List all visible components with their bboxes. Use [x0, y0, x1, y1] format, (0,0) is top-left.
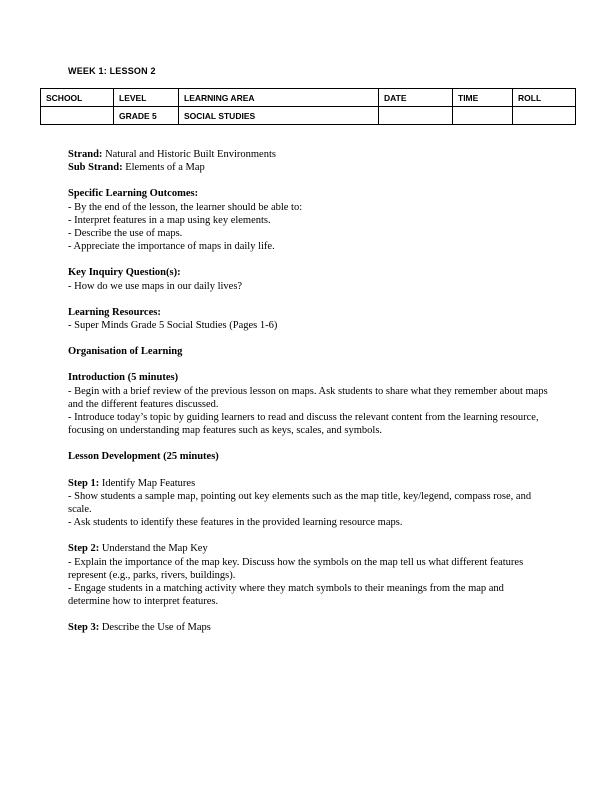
resources-item: - Super Minds Grade 5 Social Studies (Pages 1-6)	[68, 320, 278, 332]
step1-item: - Ask students to identify these features in the provided learning resource maps.	[68, 517, 403, 529]
outcomes-item: - Interpret features in a map using key elements.	[68, 214, 271, 226]
step3-title: Describe the Use of Maps	[101, 622, 211, 634]
organisation-heading: Organisation of Learning	[68, 346, 183, 358]
introduction-item: - Introduce today’s topic by guiding learners to read and discuss the relevant content from the learning resource, focusing on understanding map features such as keys, scales, and symbols.	[68, 412, 539, 437]
step2-item: - Explain the importance of the map key. Discuss how the symbols on the map tell us what different features represent (e.g., parks, rivers, buildings).	[68, 556, 524, 581]
cell-learning-area-value: SOCIAL STUDIES	[179, 107, 379, 125]
step2-label: Step 2:	[68, 543, 100, 555]
strand-line	[68, 148, 548, 161]
table-header-row	[41, 89, 576, 107]
sub-strand-label: Sub Strand:	[68, 162, 123, 174]
step1-line	[68, 477, 548, 490]
strand-text: Natural and Historic Built Environments	[105, 149, 276, 160]
strand-label: Strand:	[68, 149, 103, 160]
step3-label: Step 3:	[68, 622, 100, 634]
step2-title: Understand the Map Key	[101, 543, 208, 555]
cell-roll-value	[513, 107, 576, 125]
table-value-row	[41, 107, 576, 125]
step2-item: - Engage students in a matching activity where they match symbols to their meanings from the map and determine how to interpret features.	[68, 583, 504, 608]
inquiry-heading: Key Inquiry Question(s):	[68, 267, 181, 279]
step1-item: - Show students a sample map, pointing out key elements such as the map title, key/legend, compass rose, and scale.	[68, 490, 532, 516]
lesson-development-heading: Lesson Development (25 minutes)	[68, 451, 219, 463]
inquiry-item: - How do we use maps in our daily lives?	[68, 280, 243, 292]
step3-line	[68, 621, 548, 634]
cell-time-value	[453, 107, 513, 125]
doc-title: WEEK 1: LESSON 2	[68, 66, 156, 76]
outcomes-item: - Appreciate the importance of maps in daily life.	[68, 241, 275, 253]
col-header-date: DATE	[379, 89, 453, 107]
outcomes-item: - By the end of the lesson, the learner should be able to:	[68, 201, 303, 213]
sub-strand-line	[68, 161, 548, 174]
col-header-school: SCHOOL	[41, 89, 114, 107]
introduction-heading: Introduction (5 minutes)	[68, 372, 179, 384]
lesson-info-table	[40, 88, 576, 125]
outcomes-heading: Specific Learning Outcomes:	[68, 188, 199, 200]
step2-line	[68, 542, 548, 555]
outcomes-item: - Describe the use of maps.	[68, 228, 183, 240]
col-header-level: LEVEL	[114, 89, 179, 107]
step1-label: Step 1:	[68, 477, 100, 489]
col-header-time: TIME	[453, 89, 513, 107]
step1-title: Identify Map Features	[101, 477, 196, 489]
resources-heading: Learning Resources:	[68, 306, 161, 318]
cell-level-value: GRADE 5	[114, 107, 179, 125]
lesson-body	[68, 148, 548, 635]
col-header-learning-area: LEARNING AREA	[179, 89, 379, 107]
cell-school-value	[41, 107, 114, 125]
col-header-roll: ROLL	[513, 89, 576, 107]
sub-strand-text: Elements of a Map	[125, 162, 205, 174]
introduction-item: - Begin with a brief review of the previous lesson on maps. Ask students to share what they remember about maps and the different features discussed.	[68, 385, 548, 410]
cell-date-value	[379, 107, 453, 125]
